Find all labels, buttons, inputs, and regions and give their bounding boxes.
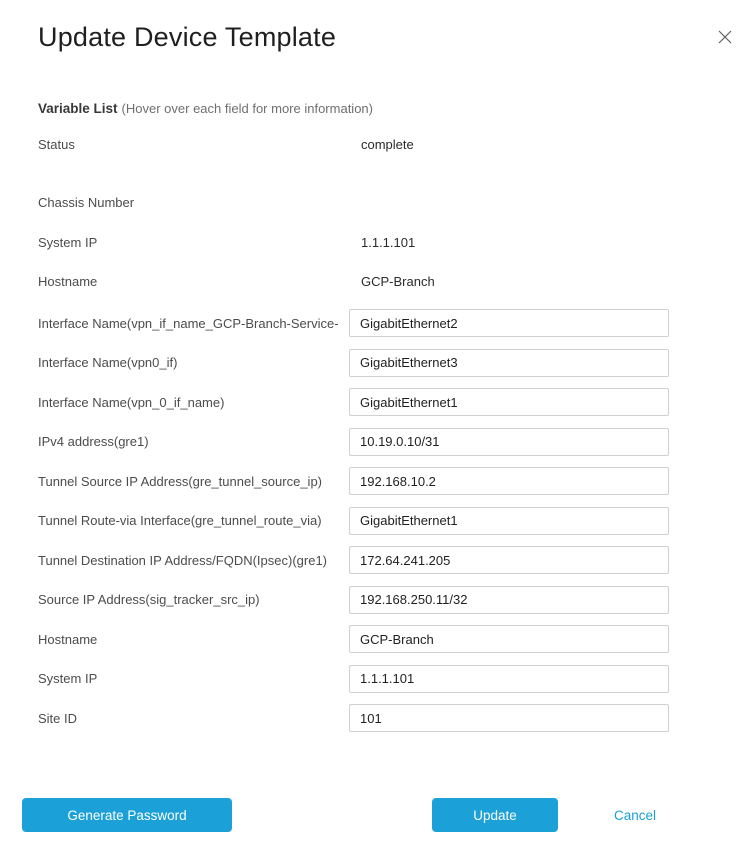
row-value-input[interactable] bbox=[349, 428, 669, 456]
input-row bbox=[38, 620, 669, 660]
variable-list-header bbox=[38, 101, 714, 116]
row-value-input[interactable] bbox=[349, 586, 669, 614]
close-icon[interactable] bbox=[716, 28, 734, 46]
input-row bbox=[38, 462, 669, 502]
row-label: Hostname bbox=[38, 274, 98, 290]
row-label: Hostname bbox=[38, 631, 98, 647]
row-value-input[interactable] bbox=[349, 309, 669, 337]
row-value: 1.1.1.101 bbox=[361, 234, 416, 250]
input-row bbox=[38, 580, 669, 620]
row-label: System IP bbox=[38, 234, 98, 250]
row-label: System IP bbox=[38, 671, 98, 687]
row-label: Interface Name(vpn_if_name_GCP-Branch-Service- bbox=[38, 315, 339, 331]
row-value-input[interactable] bbox=[349, 349, 669, 377]
row-value: complete bbox=[361, 137, 414, 153]
row-label: Tunnel Destination IP Address/FQDN(Ipsec)(gre1) bbox=[38, 552, 328, 568]
row-label: Source IP Address(sig_tracker_src_ip) bbox=[38, 592, 260, 608]
modal-footer bbox=[0, 798, 752, 832]
row-label: IPv4 address(gre1) bbox=[38, 434, 149, 450]
row-label: Interface Name(vpn_0_if_name) bbox=[38, 394, 225, 410]
page-title: Update Device Template bbox=[38, 22, 337, 52]
input-row bbox=[38, 659, 669, 699]
input-row bbox=[38, 699, 669, 739]
variable-list-title: Variable List bbox=[38, 101, 118, 116]
row-label: Tunnel Route-via Interface(gre_tunnel_route_via) bbox=[38, 513, 322, 529]
variable-list-hint: (Hover over each field for more information) bbox=[121, 101, 373, 116]
row-value: GCP-Branch bbox=[361, 274, 435, 290]
row-label: Site ID bbox=[38, 710, 78, 726]
cancel-button[interactable]: Cancel bbox=[614, 807, 657, 823]
row-label: Status bbox=[38, 137, 75, 153]
row-label: Interface Name(vpn0_if) bbox=[38, 355, 178, 371]
variable-rows bbox=[38, 125, 669, 738]
generate-password-button[interactable]: Generate Password bbox=[22, 798, 232, 832]
static-row bbox=[38, 262, 669, 302]
input-row bbox=[38, 501, 669, 541]
row-value-input[interactable] bbox=[349, 546, 669, 574]
input-row bbox=[38, 304, 669, 344]
row-value-input[interactable] bbox=[349, 704, 669, 732]
input-row bbox=[38, 422, 669, 462]
input-row bbox=[38, 383, 669, 423]
row-value-input[interactable] bbox=[349, 665, 669, 693]
update-device-template-modal bbox=[0, 22, 752, 865]
row-value-input[interactable] bbox=[349, 625, 669, 653]
update-button[interactable]: Update bbox=[432, 798, 558, 832]
row-value-input[interactable] bbox=[349, 507, 669, 535]
static-row bbox=[38, 125, 669, 165]
row-value-input[interactable] bbox=[349, 467, 669, 495]
input-row bbox=[38, 541, 669, 581]
input-row bbox=[38, 343, 669, 383]
static-row bbox=[38, 223, 669, 263]
static-row bbox=[38, 183, 669, 223]
row-label: Tunnel Source IP Address(gre_tunnel_source_ip) bbox=[38, 473, 323, 489]
row-label: Chassis Number bbox=[38, 195, 135, 211]
row-value-input[interactable] bbox=[349, 388, 669, 416]
